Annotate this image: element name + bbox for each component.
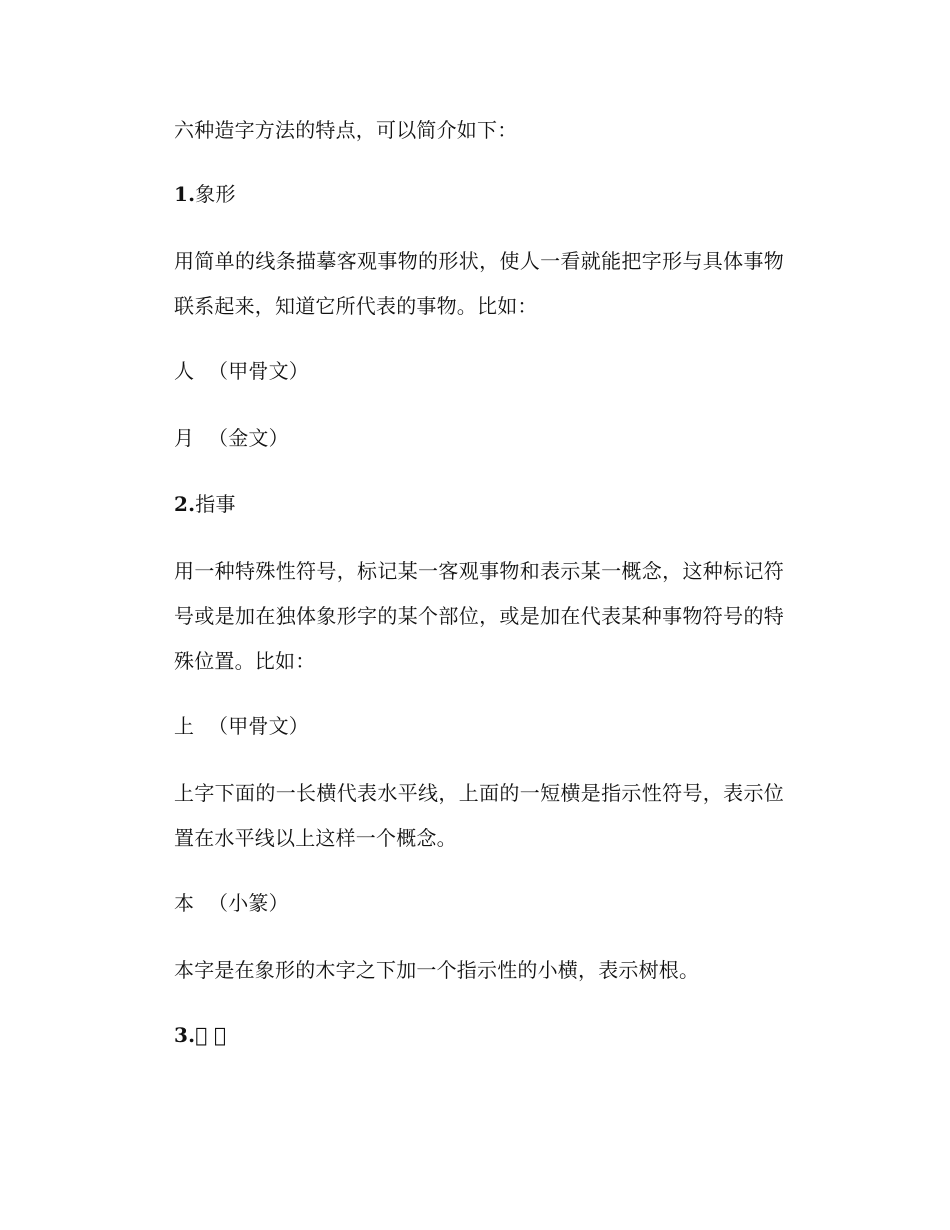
section-title:    	[195, 1023, 227, 1047]
example-script: （金文）	[208, 426, 289, 450]
section-title: 指事	[195, 492, 236, 516]
paragraph-line: 号或是加在独体象形字的某个部位，或是加在代表某种事物符号的特	[174, 604, 784, 628]
explanation-line: 置在水平线以上这样一个概念。	[174, 826, 457, 850]
example-char: 上	[174, 714, 195, 738]
paragraph-line: 用一种特殊性符号，标记某一客观事物和表示某一概念，这种标记符	[174, 559, 784, 583]
example-char: 本	[174, 891, 195, 915]
paragraph-line: 殊位置。比如：	[174, 649, 316, 673]
explanation-line: 上字下面的一长横代表水平线，上面的一短横是指示性符号，表示位	[174, 781, 784, 805]
section-number: 3.	[174, 1023, 196, 1047]
example-ren	[174, 358, 784, 384]
section-number: 2.	[174, 492, 196, 516]
section-heading-1	[174, 181, 784, 207]
section-title: 象形	[195, 182, 236, 206]
paragraph-line: 用简单的线条描摹客观事物的形状，使人一看就能把字形与具体事物	[174, 249, 784, 273]
section-heading-2	[174, 491, 784, 517]
section-number: 1.	[174, 182, 196, 206]
paragraph-line: 联系起来，知道它所代表的事物。比如：	[174, 294, 538, 318]
example-char: 月	[174, 426, 195, 450]
example-script: （甲骨文）	[208, 714, 309, 738]
example-yue	[174, 425, 784, 451]
example-shang	[174, 713, 784, 739]
explanation-line: 本字是在象形的木字之下加一个指示性的小横，表示树根。	[174, 958, 700, 982]
example-char: 人	[174, 359, 195, 383]
example-script: （小篆）	[208, 891, 289, 915]
example-ben	[174, 890, 784, 916]
intro-text: 六种造字方法的特点，可以简介如下：	[174, 118, 518, 142]
section-heading-3	[174, 1022, 784, 1048]
example-script: （甲骨文）	[208, 359, 309, 383]
